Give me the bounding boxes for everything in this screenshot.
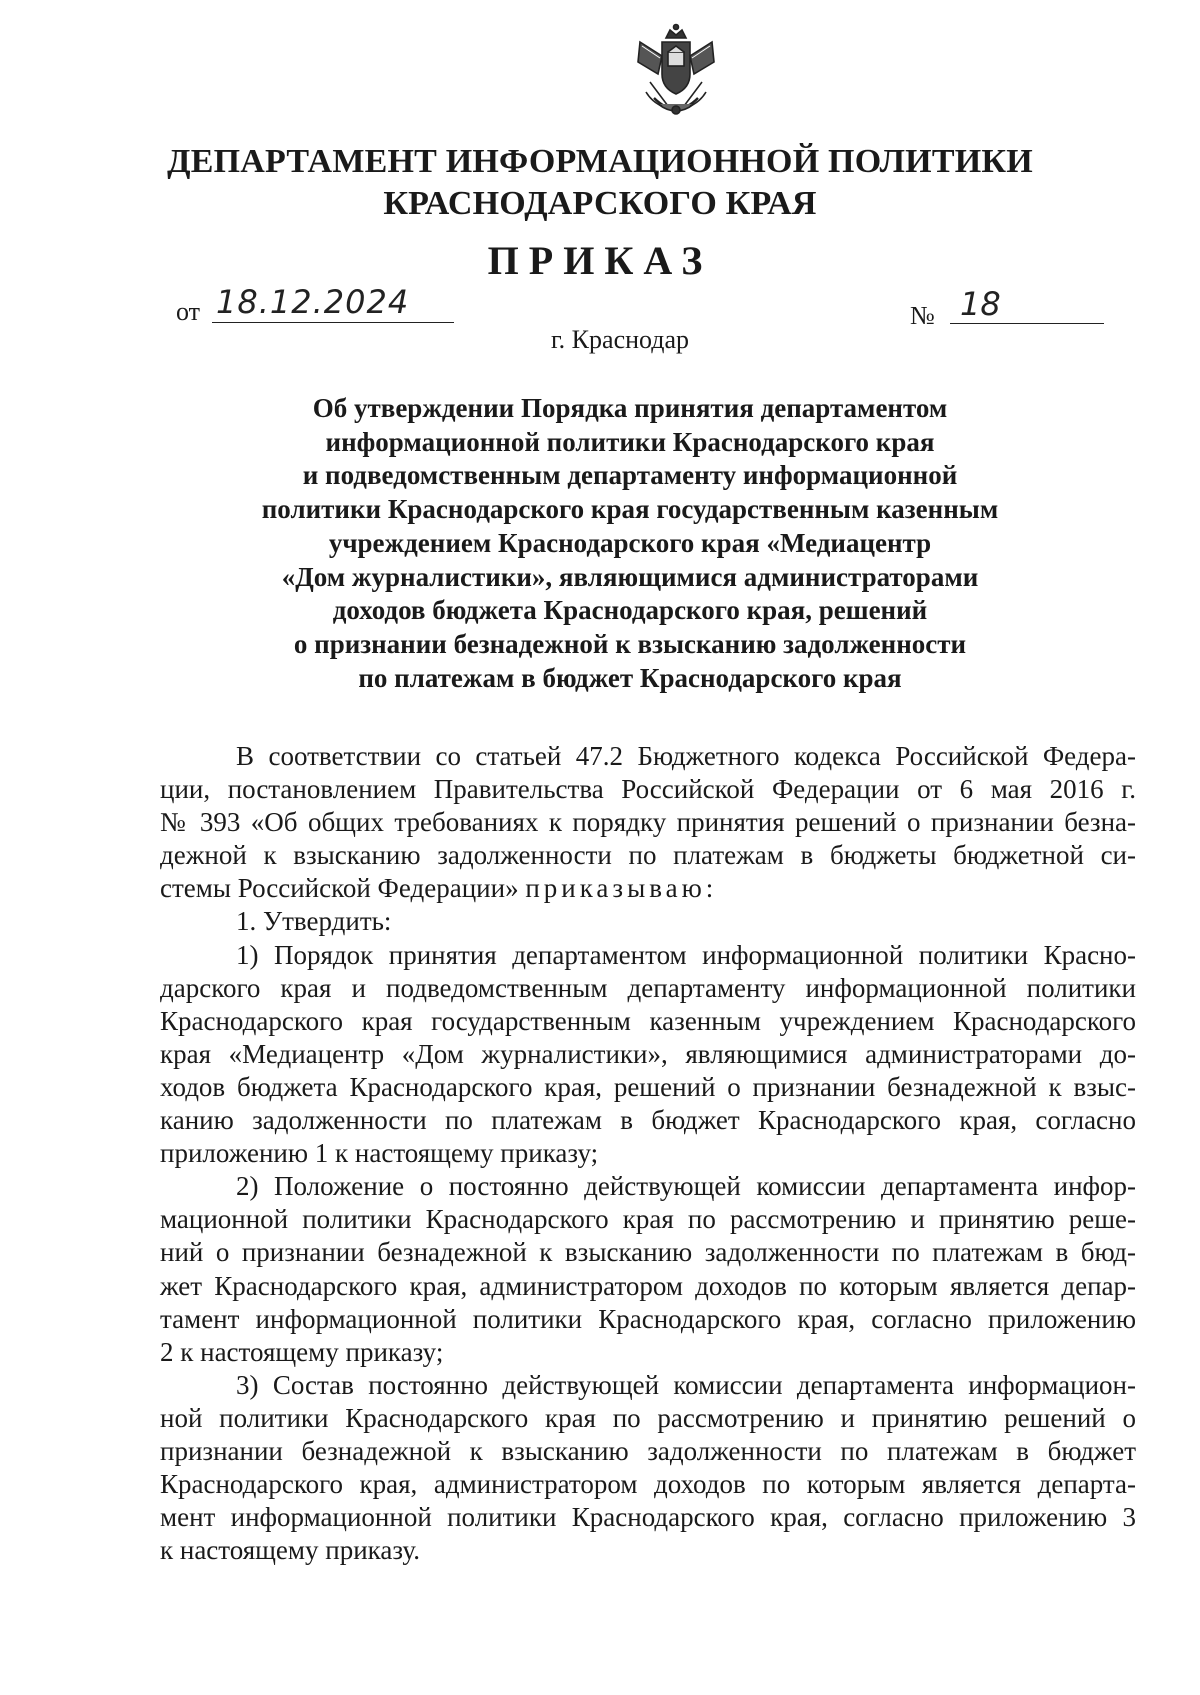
item-1-2-line: жет Краснодарского края, администратором доходов по которым является депар- — [160, 1270, 1136, 1301]
body-line: № 393 «Об общих требованиях к порядку принятия решений о признании безна- — [160, 807, 1136, 838]
item-1-2-line: тамент информационной политики Краснодарского края, согласно приложению — [160, 1303, 1136, 1334]
city-line: г. Краснодар — [550, 325, 690, 354]
item-1-3-line: мент информационной политики Краснодарского края, согласно приложению 3 — [160, 1502, 1136, 1533]
item-1-2-line: 2) Положение о постоянно действующей комиссии департамента инфор- — [236, 1171, 1136, 1202]
item-1-1-line: края «Медиацентр «Дом журналистики», являющимися администраторами до- — [160, 1038, 1136, 1069]
item-1-3-line: к настоящему приказу. — [160, 1535, 420, 1566]
item-1-3-line: Краснодарского края, администратором доходов по которым является департа- — [160, 1469, 1136, 1500]
subject-line: Об утверждении Порядка принятия департаментом — [312, 393, 948, 423]
order-subject — [200, 392, 1060, 695]
body-line: ции, постановлением Правительства Российской Федерации от 6 мая 2016 г. — [160, 774, 1136, 805]
item-1-3-line: признании безнадежной к взысканию задолженности по платежам в бюджет — [160, 1435, 1136, 1466]
item-1-1-line: дарского края и подведомственным департаменту информационной политики — [160, 972, 1136, 1003]
krasnodar-krai-coat-of-arms-icon — [632, 22, 720, 122]
order-body — [160, 740, 1136, 1567]
body-line — [160, 872, 1136, 905]
item-1-3-line: 3) Состав постоянно действующей комиссии департамента информацион- — [236, 1369, 1136, 1400]
subject-line: информационной политики Краснодарского края — [325, 426, 935, 457]
item-1-1-line: 1) Порядок принятия департаментом информационной политики Красно- — [236, 939, 1136, 970]
subject-line: и подведомственным департаменту информационной — [302, 460, 958, 491]
body-line-prefix: стемы Российской Федерации» — [160, 873, 519, 904]
order-command: приказываю: — [525, 873, 718, 904]
item-1-1-line: ходов бюджета Краснодарского края, решений о признании безнадежной к взыс- — [160, 1071, 1136, 1102]
subject-line: доходов бюджета Краснодарского края, решений — [332, 595, 928, 626]
item-1-1-line: приложению 1 к настоящему приказу; — [160, 1138, 599, 1169]
item-1-2-line: ний о признании безнадежной к взысканию задолженности по платежам в бюд- — [160, 1237, 1136, 1268]
item-1-1-line: канию задолженности по платежам в бюджет Краснодарского края, согласно — [160, 1105, 1136, 1136]
date-label: от — [176, 297, 201, 326]
item-1-3-line: ной политики Краснодарского края по рассмотрению и принятию решений о — [160, 1402, 1136, 1433]
document-type-title: ПРИКАЗ — [487, 238, 713, 283]
subject-line: о признании безнадежной к взысканию задолженности — [293, 628, 967, 659]
subject-line: политики Краснодарского края государственным казенным — [261, 494, 999, 525]
handwritten-number: 18 — [950, 284, 1104, 324]
subject-line: учреждением Краснодарского края «Медиацентр — [328, 527, 932, 558]
handwritten-date: 18.12.2024 — [212, 282, 454, 323]
item-1-heading: 1. Утвердить: — [236, 906, 392, 937]
number-label: № — [910, 301, 935, 330]
item-1-2-line: мационной политики Краснодарского края по рассмотрению и принятию реше- — [160, 1204, 1136, 1235]
item-1-1-line: Краснодарского края государственным казенным учреждением Краснодарского — [160, 1005, 1136, 1036]
subject-line: «Дом журналистики», являющимися администраторами — [281, 561, 979, 592]
subject-line: по платежам в бюджет Краснодарского края — [358, 662, 902, 693]
department-name-line-1: ДЕПАРТАМЕНТ ИНФОРМАЦИОННОЙ ПОЛИТИКИ — [167, 143, 1033, 180]
department-name-line-2: КРАСНОДАРСКОГО КРАЯ — [383, 185, 817, 222]
item-1-2-line: 2 к настоящему приказу; — [160, 1336, 444, 1367]
body-line: В соответствии со статьей 47.2 Бюджетного кодекса Российской Федера- — [236, 741, 1136, 771]
body-line: дежной к взысканию задолженности по платежам в бюджеты бюджетной си- — [160, 840, 1136, 871]
